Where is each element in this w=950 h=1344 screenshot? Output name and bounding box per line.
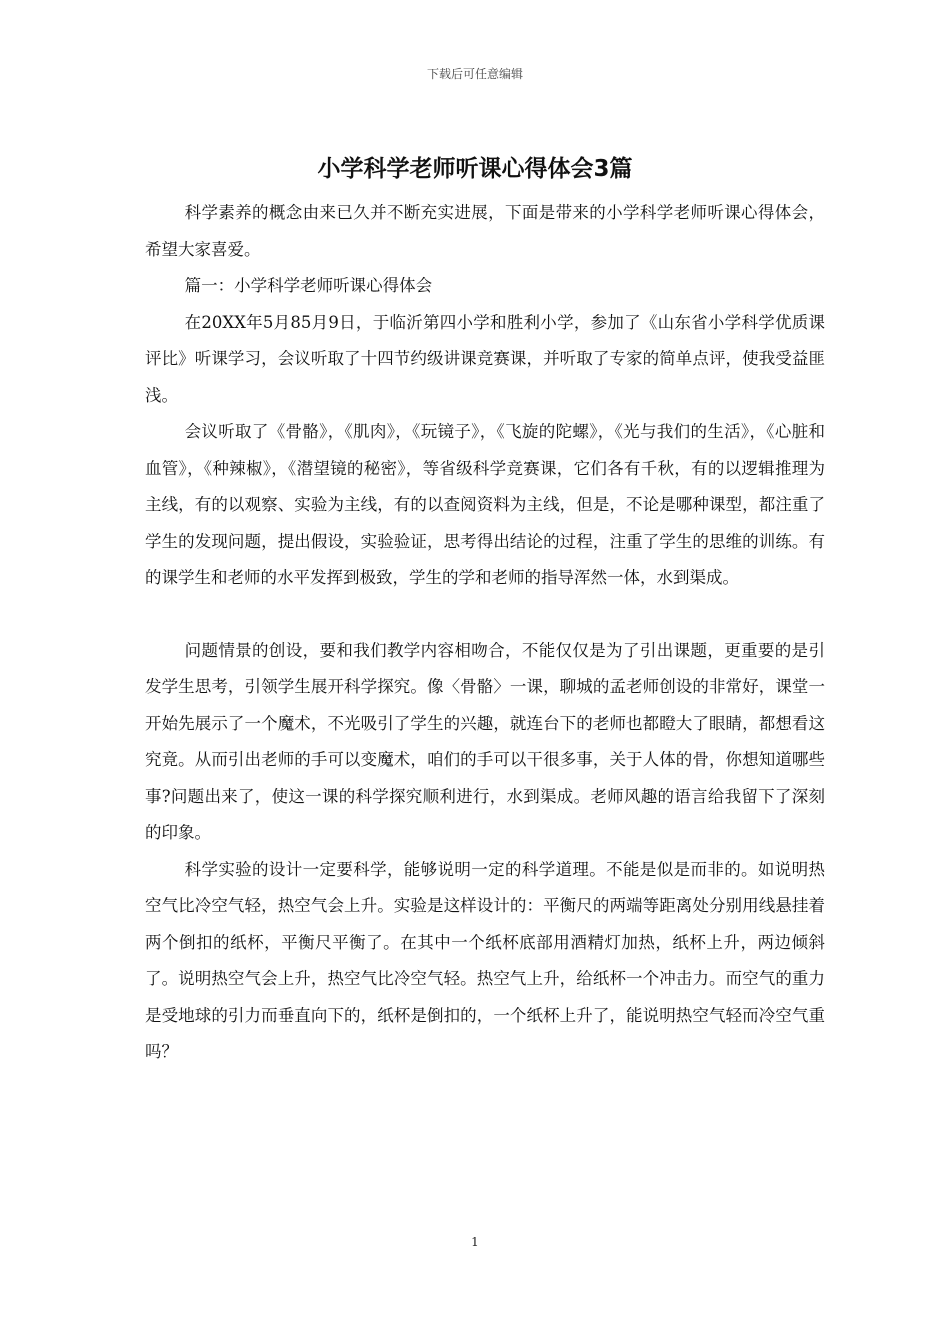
document-title: 小学科学老师听课心得体会3篇: [317, 156, 633, 182]
paragraph-spacer: [145, 597, 825, 633]
paragraph-problem-context: 问题情景的创设，要和我们教学内容相吻合，不能仅仅是为了引出课题，更重要的是引发学生思考，引领学生展开科学探究。像〈骨骼〉一课，聊城的孟老师创设的非常好，课堂一开始先展示了一个魔术，不光吸引了学生的兴趣，就连台下的老师也都瞪大了眼睛，都想看这究竟。从而引出老师的手可以变魔术，咱们的手可以干很多事，关于人体的骨，你想知道哪些事?问题出来了，使这一课的科学探究顺利进行，水到渠成。老师风趣的语言给我留下了深刻的印象。: [145, 640, 825, 842]
document-body: [145, 195, 825, 1071]
paragraph-section-heading: 篇一：小学科学老师听课心得体会: [184, 276, 433, 295]
paragraph-lessons: 会议听取了《骨骼》，《肌肉》，《玩镜子》，《飞旋的陀螺》，《光与我们的生活》，《心脏和血管》，《种辣椒》，《潜望镜的秘密》，等省级科学竞赛课，它们各有千秋，有的以逻辑推理为主线，有的以观察、实验为主线，有的以查阅资料为主线，但是，不论是哪种课型，都注重了学生的发现问题，提出假设，实验验证，思考得出结论的过程，注重了学生的思维的训练。有的课学生和老师的水平发挥到极致，学生的学和老师的指导浑然一体，水到渠成。: [145, 422, 825, 587]
page-header-note: 下载后可任意编辑: [426, 67, 523, 81]
page-number: 1: [471, 1235, 479, 1249]
paragraph-event: 在20XX年5月85月9日，于临沂第四小学和胜利小学，参加了《山东省小学科学优质课评比》听课学习，会议听取了十四节约级讲课竞赛课，并听取了专家的简单点评，使我受益匪浅。: [145, 312, 825, 405]
paragraph-experiment-design: 科学实验的设计一定要科学，能够说明一定的科学道理。不能是似是而非的。如说明热空气比冷空气轻，热空气会上升。实验是这样设计的：平衡尺的两端等距离处分别用线悬挂着两个倒扣的纸杯，平衡尺平衡了。在其中一个纸杯底部用酒精灯加热，纸杯上升，两边倾斜了。说明热空气会上升，热空气比冷空气轻。热空气上升，给纸杯一个冲击力。而空气的重力是受地球的引力而垂直向下的，纸杯是倒扣的，一个纸杯上升了，能说明热空气轻而冷空气重吗？: [145, 859, 825, 1061]
paragraph-intro: 科学素养的概念由来已久并不断充实进展，下面是带来的小学科学老师听课心得体会，希望大家喜爱。: [145, 203, 825, 259]
